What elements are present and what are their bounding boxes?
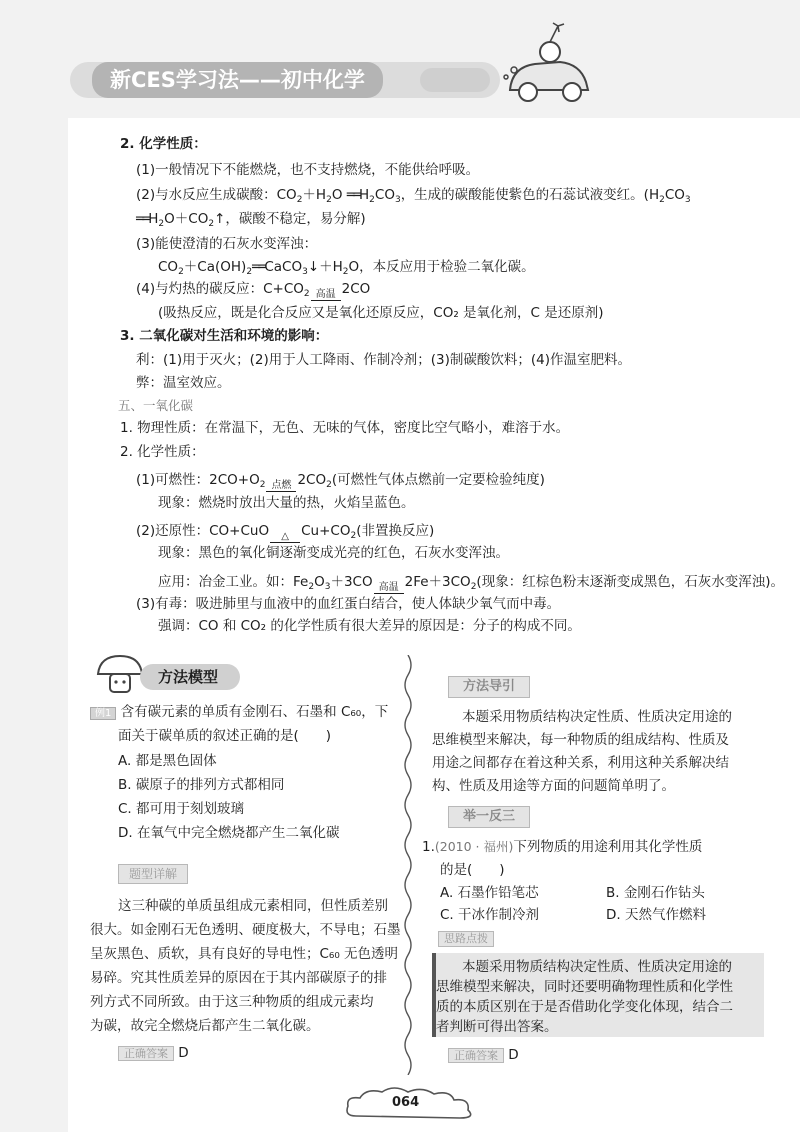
practice-option-a: A. 石墨作铅笔芯 xyxy=(440,885,539,901)
practice-option-c: C. 干冰作制冷剂 xyxy=(440,907,540,923)
header-title: 新CES学习法——初中化学 xyxy=(92,62,383,98)
guide-tag: 方法导引 xyxy=(448,676,530,698)
guide-line-2: 思维模型来解决，每一种物质的组成结构、性质及 xyxy=(432,732,729,748)
think-tag: 思路点拨 xyxy=(438,931,494,947)
answer-tag-right: 正确答案 xyxy=(448,1048,504,1063)
explain-line-6: 为碳，故完全燃烧后都产生二氧化碳。 xyxy=(90,1018,320,1034)
line-co2-2: (2)与水反应生成碳酸：$CO_2+H_2O$ $══H_2CO_3$，生成的碳酸能使紫色的石蕊试液变红。($H_2CO_3$ xyxy=(136,187,691,205)
option-a: A. 都是黑色固体 xyxy=(118,753,217,769)
answer-left xyxy=(118,1044,189,1062)
answer-value-left: D xyxy=(178,1045,189,1061)
think-line-2: 思维模型来解决，同时还要明确物理性质和化学性 xyxy=(436,979,733,995)
think-line-3: 质的本质区别在于是否借助化学变化体现，结合二 xyxy=(436,999,733,1015)
line-co2-7: (吸热反应，既是化合反应又是氧化还原反应，CO₂ 是氧化剂，C 是还原剂) xyxy=(158,305,604,321)
practice-question: 1.(2010 · 福州)下列物质的用途利用其化学性质 xyxy=(422,839,703,855)
explain-line-4: 易碎。究其性质差异的原因在于其内部碳原子的排 xyxy=(90,970,387,986)
co-reaction-2: (2)还原性：CO+CuO △ $Cu+CO_2$(非置换反应) xyxy=(136,523,435,542)
example-1-question-line2: 面关于碳单质的叙述正确的是( ) xyxy=(118,728,332,744)
line-co2-1: (1)一般情况下不能燃烧，也不支持燃烧，不能供给呼吸。 xyxy=(136,162,480,178)
option-b: B. 碳原子的排列方式都相同 xyxy=(118,777,285,793)
line-co2-6: (4)与灼热的碳反应：$C+CO_2$ 高温 2CO xyxy=(136,281,371,300)
item-3-title: 3. 二氧化碳对生活和环境的影响： xyxy=(120,328,329,344)
example-1-question: 例1 含有碳元素的单质有金刚石、石墨和 C₆₀，下 xyxy=(90,703,388,721)
co-phenomenon-2: 现象：黑色的氧化铜逐渐变成光亮的红色，石灰水变浑浊。 xyxy=(158,545,509,561)
guide-line-1: 本题采用物质结构决定性质、性质决定用途的 xyxy=(462,709,732,725)
practice-option-b: B. 金刚石作钻头 xyxy=(606,885,705,901)
line-co2-8: 利：(1)用于灭火；(2)用于人工降雨、作制冷剂；(3)制碳酸饮料；(4)作温室肥料。 xyxy=(136,352,631,368)
header-band xyxy=(0,0,800,118)
think-line-4: 者判断可得出答案。 xyxy=(436,1019,558,1035)
page-number: 064 xyxy=(392,1095,420,1110)
co-phenomenon-1: 现象：燃烧时放出大量的热，火焰呈蓝色。 xyxy=(158,495,415,511)
explain-line-2: 很大。如金刚石无色透明、硬度极大，不导电；石墨 xyxy=(90,922,401,938)
header-decoration xyxy=(420,68,490,92)
answer-tag-left: 正确答案 xyxy=(118,1046,174,1061)
option-d: D. 在氧气中完全燃烧都产生二氧化碳 xyxy=(118,825,340,841)
explain-line-1: 这三种碳的单质虽组成元素相同，但性质差别 xyxy=(118,898,388,914)
explain-line-3: 呈灰黑色、质软，具有良好的导电性；C₆₀ 无色透明 xyxy=(90,946,399,962)
practice-option-d: D. 天然气作燃料 xyxy=(606,907,706,923)
line-co2-9: 弊：温室效应。 xyxy=(136,375,231,391)
answer-right xyxy=(448,1046,519,1064)
guide-line-4: 构、性质及用途等方面的问题简单明了。 xyxy=(432,778,675,794)
co-emphasis: 强调：CO 和 CO₂ 的化学性质有很大差异的原因是：分子的构成不同。 xyxy=(158,618,581,634)
co-reaction-1: (1)可燃性：$2CO+O_2$ 点燃 $2CO_2$(可燃性气体点燃前一定要检验纯度) xyxy=(136,472,545,491)
guide-line-3: 用途之间都存在着这种关系，利用这种关系解决结 xyxy=(432,755,729,771)
co-application: 应用：冶金工业。如：$Fe_2O_3+3CO$ 高温 $2Fe+3CO_2$(现象：红棕色粉末逐渐变成黑色，石灰水变浑浊)。 xyxy=(158,574,784,593)
method-model-label: 方法模型 xyxy=(158,668,219,686)
example-tag: 例1 xyxy=(90,707,116,720)
practice-tag: 举一反三 xyxy=(448,806,530,828)
line-co2-3: $══H_2O+CO_2↑$，碳酸不稳定，易分解) xyxy=(136,211,366,229)
line-co2-4: (3)能使澄清的石灰水变浑浊： xyxy=(136,236,318,252)
answer-value-right: D xyxy=(508,1047,519,1063)
section-5-heading: 五、一氧化碳 xyxy=(118,398,194,413)
line-co2-5: $CO_2+Ca(OH)_2══CaCO_3↓+H_2O$，本反应用于检验二氧化碳。 xyxy=(158,259,535,277)
explain-line-5: 列方式不同所致。由于这三种物质的组成元素均 xyxy=(90,994,374,1010)
think-line-1: 本题采用物质结构决定性质、性质决定用途的 xyxy=(462,959,732,975)
page-margin-left xyxy=(0,0,68,1132)
option-c: C. 都可用于刻划玻璃 xyxy=(118,801,245,817)
co-toxic: (3)有毒：吸进肺里与血液中的血红蛋白结合，使人体缺少氧气而中毒。 xyxy=(136,596,561,612)
column-divider xyxy=(402,655,414,1075)
co-physical: 1. 物理性质：在常温下，无色、无味的气体，密度比空气略小，难溶于水。 xyxy=(120,420,570,436)
cartoon-car-icon xyxy=(500,22,595,107)
co-chemical-title: 2. 化学性质： xyxy=(120,444,205,460)
explain-tag: 题型详解 xyxy=(118,864,188,884)
practice-question-line2: 的是( ) xyxy=(440,862,505,878)
item-2-title: 2. 化学性质： xyxy=(120,136,207,152)
